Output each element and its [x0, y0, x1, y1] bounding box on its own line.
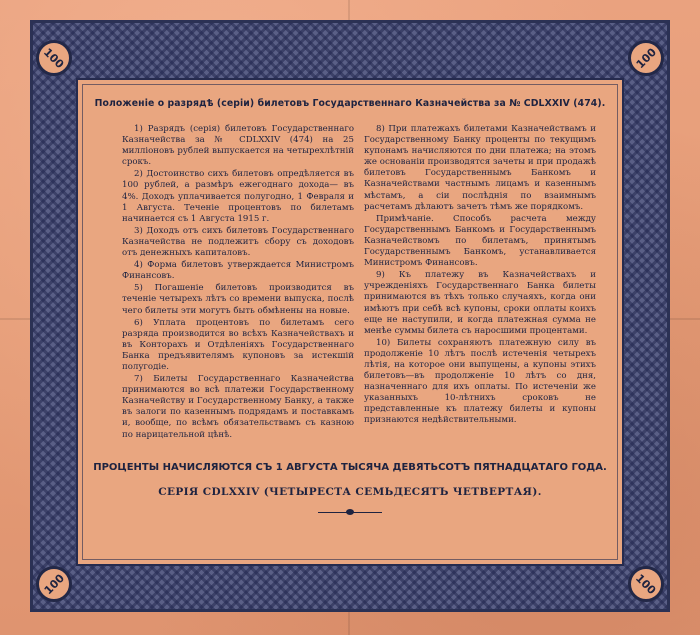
corner-medallion-bottom-left: 100 [29, 559, 80, 610]
clause-9: 9) Къ платежу въ Казначействахъ и учрежденіяхъ Государственнаго Банка билеты принимаются въ тѣхъ только случаяхъ, когда они имѣютъ при себѣ всѣ купоны, сроки оплаты коихъ еще не наступили, и когда платежная сумма не менѣе суммы билета съ наросшими процентами. [364, 270, 596, 336]
clause-1: 1) Разрядъ (серія) билетовъ Государственнаго Казначейства за № CDLXXIV (474) на 25 милліоновъ рублей выпускается на четырехлѣтній срокъ. [122, 124, 354, 168]
clause-note: Примѣчаніе. Способъ расчета между Государственнымъ Банкомъ и Государственнымъ Казначействомъ по билетамъ, принятымъ Государственнымъ Банкомъ, устанавливается Министромъ Финансовъ. [364, 213, 596, 269]
clause-2: 2) Достоинство сихъ билетовъ опредѣляется въ 100 рублей, а размѣръ ежегоднаго дохода— въ 4%. Доходъ уплачивается полугодно, 1 Февраля и 1 Августа. Теченіе процентовъ по билетамъ начинается съ 1 Августа 1915 г. [122, 169, 354, 224]
clause-6: 6) Уплата процентовъ по билетамъ сего разряда производится во всѣхъ Казначействахъ и въ Конторахъ и Отдѣленіяхъ Государственнаго Банка предъявителямъ купоновъ за истекшій полугодіе. [122, 317, 354, 372]
series-statement: СЕРІЯ CDLXXIV (ЧЕТЫРЕСТА СЕМЬДЕСЯТЪ ЧЕТВЕРТАЯ). [158, 486, 542, 498]
right-text-column [364, 124, 596, 428]
corner-medallion-top-right: 100 [621, 33, 672, 84]
clause-7: 7) Билеты Государственнаго Казначейства принимаются во всѣ платежи Государственному Казначейству и Государственному Банку, а также въ залоги по казеннымъ подрядамъ и поставкамъ и, вообще, по всѣмъ обязательствамъ съ казною по нарицательной цѣнѣ. [122, 374, 354, 440]
clause-4: 4) Форма билетовъ утверждается Министромъ Финансовъ. [122, 260, 354, 282]
corner-medallion-top-left: 100 [29, 33, 80, 84]
clause-10: 10) Билеты сохраняютъ платежную силу въ продолженіе 10 лѣтъ послѣ истеченія четырехъ лѣтія, на которое они выпущены, а купоны этихъ билетовъ—въ продолженіе 10 лѣтъ со дня, назначеннаго для ихъ оплаты. По истеченіи же указанныхъ 10-лѣтнихъ сроковъ не представленные къ платежу билеты и купоны признаются недѣйствительными. [364, 337, 596, 426]
corner-medallion-bottom-right: 100 [621, 559, 672, 610]
regulation-title: Положеніе о разрядѣ (серіи) билетовъ Государственнаго Казначейства за № CDLXXIV (474). [94, 98, 606, 109]
clause-5: 5) Погашеніе билетовъ производится въ теченіе четырехъ лѣтъ со времени выпуска, послѣ чего билеты эти могутъ быть обмѣнены на новые. [122, 283, 354, 316]
clause-8: 8) При платежахъ билетами Казначействамъ и Государственному Банку проценты по текущимъ купонамъ начисляются по дни платежа; на этомъ же основаніи производятся зачеты и при продажѣ билетовъ Государственнымъ Банкомъ и Казначействами частнымъ лицамъ и казеннымъ мѣстамъ, а сіи послѣднія по взаимнымъ расчетамъ дѣлаютъ зачетъ тѣмъ же порядкомъ. [364, 124, 596, 212]
left-text-column [122, 124, 354, 442]
interest-date-statement: ПРОЦЕНТЫ НАЧИСЛЯЮТСЯ СЪ 1 АВГУСТА ТЫСЯЧА ДЕВЯТЬСОТЪ ПЯТНАДЦАТАГО ГОДА. [93, 462, 607, 473]
divider-ornament-icon [346, 509, 354, 515]
clause-3: 3) Доходъ отъ сихъ билетовъ Государственнаго Казначейства не подлежитъ сбору съ доходовъ отъ денежныхъ капиталовъ. [122, 225, 354, 259]
